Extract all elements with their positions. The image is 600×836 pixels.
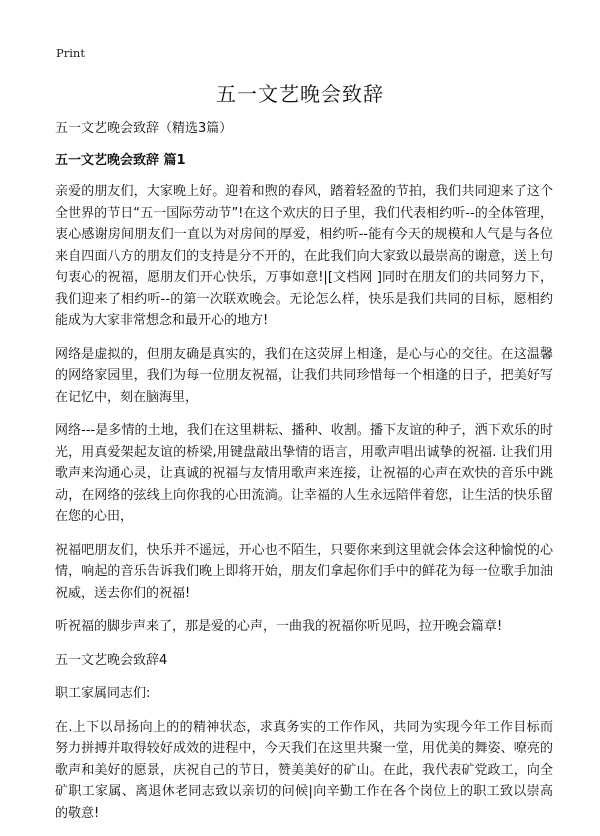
paragraph: 网络---是多情的土地，我们在这里耕耘、播种、收割。播下友谊的种子，洒下欢乐的时光，用真爱架起友谊的桥梁,用键盘敲出挚情的语言，用歌声唱出诚挚的祝福. 让我们用歌声来沟通心灵，让真诚的祝福与友情用歌声来连接，让祝福的心声在欢快的音乐中跳动，在网络的弦线上向你我的心田流淌。让幸福的人生永远陪伴着您，让生活的快乐留在您的心田， bbox=[55, 423, 553, 524]
salutation: 职工家属同志们: bbox=[55, 686, 151, 701]
paragraph: 在.上下以昂扬向上的的精神状态，求真务实的工作作风，共同为实现今年工作目标而努力拼搏并取得较好成效的进程中，今天我们在这里共聚一堂，用优美的舞姿、嘹亮的歌声和美好的愿景，庆祝自己的节日，赞美美好的矿山。在此，我代表矿党政工，向全矿职工家属、离退休老同志致以亲切的问候|向辛勤工作在各个岗位上的职工致以崇高的敬意! bbox=[55, 719, 553, 821]
section-heading-2: 五一文艺晚会致辞4 bbox=[55, 652, 168, 668]
section-heading-1: 五一文艺晚会致辞 篇1 bbox=[55, 152, 186, 168]
paragraph: 听祝福的脚步声来了，那是爱的心声，一曲我的祝福你听见吗，拉开晚会篇章! bbox=[55, 619, 503, 634]
print-link[interactable]: Print bbox=[56, 46, 85, 60]
paragraph: 网络是虚拟的，但朋友确是真实的，我们在这荧屏上相逢，是心与心的交往。在这温馨的网络家园里，我们为每一位朋友祝福，让我们共同珍惜每一个相逢的日子，把美好写在记忆中，刻在脑海里， bbox=[55, 346, 553, 405]
paragraph: 祝福吧朋友们，快乐并不遥远，开心也不陌生，只要你来到这里就会体会这种愉悦的心情，响起的音乐告诉我们晚上即将开始，朋友们拿起你们手中的鲜花为每一位歌手加油祝威，送去你们的祝福! bbox=[55, 542, 553, 601]
document-body bbox=[55, 118, 553, 836]
paragraph: 亲爱的朋友们，大家晚上好。迎着和煦的春风，踏着轻盈的节拍，我们共同迎来了这个全世界的节日“五一国际劳动节”!在这个欢庆的日子里，我们代表相约听--的全体管理，衷心感谢房间朋友们一直以为对房间的厚爱，相约听--能有今天的规模和人气是与各位来自四面八方的朋友们的支持是分不开的，在此我们向大家致以最崇高的谢意，送上句句衷心的祝福，愿朋友们开心快乐，万事如意!|[文档网 ]同时在朋友们的共同努力下，我们迎来了相约听--的第一次联欢晚会。无论怎么样，快乐是我们共同的目标，愿相约能成为大家非常想念和最开心的地方! bbox=[55, 184, 553, 328]
document-subtitle: 五一文艺晚会致辞（精选3篇） bbox=[55, 121, 233, 136]
document-title: 五一文艺晚会致辞 bbox=[216, 82, 384, 106]
